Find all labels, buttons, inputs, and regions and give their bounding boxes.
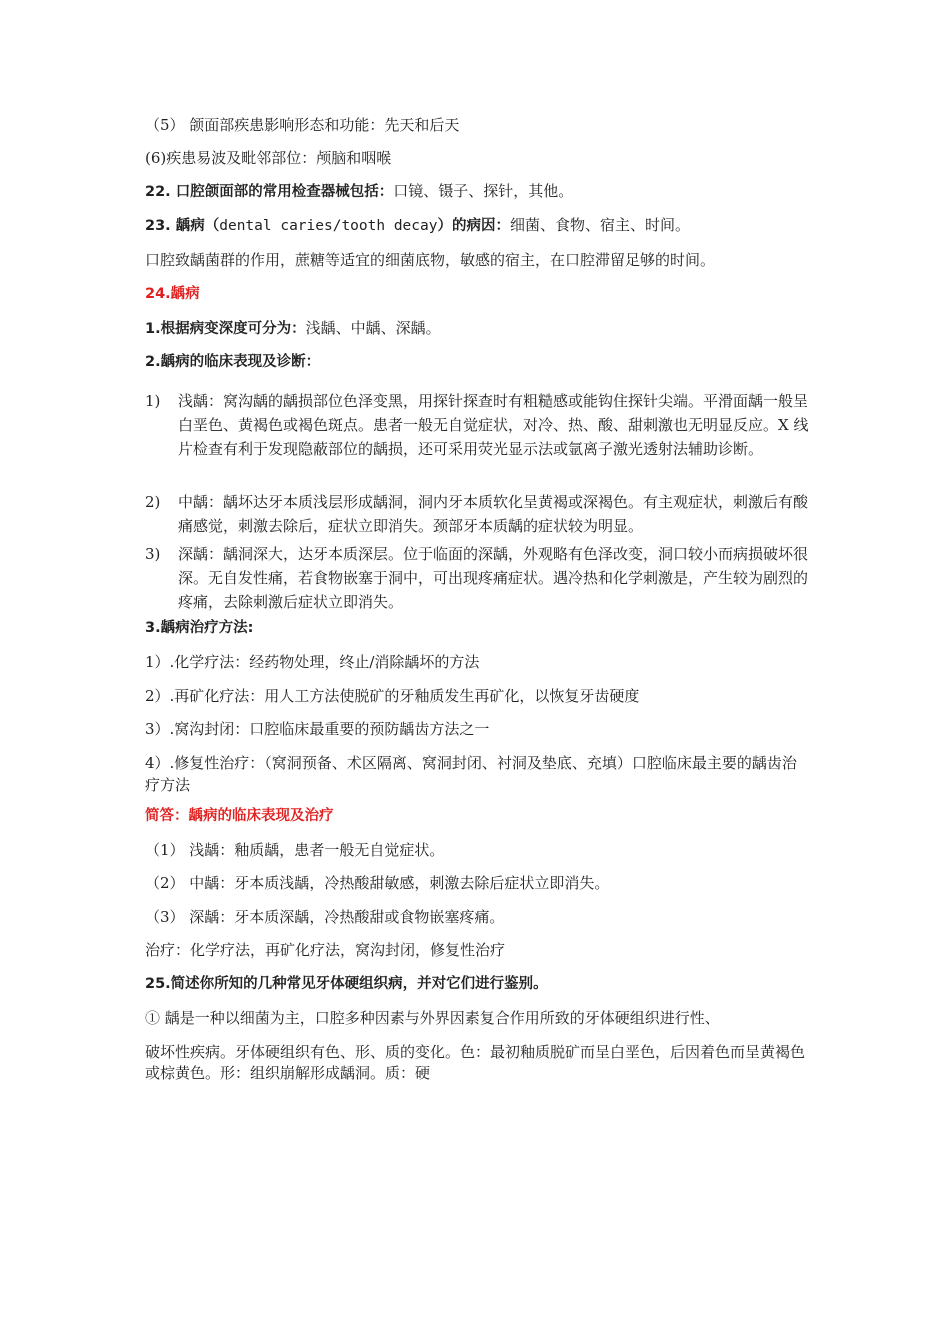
list-item-text: 浅龋：窝沟龋的龋损部位色泽变黑，用探针探查时有粗糙感或能钩住探针尖端。平滑面龋一般呈白垩色、黄褐色或褐色斑点。患者一般无自觉症状，对冷、热、酸、甜刺激也无明显反应。X 线片检查有利于发现隐蔽部位的龋损，还可采用荧光显示法或氩离子激光透射法辅助诊断。 <box>178 392 809 458</box>
question-25-line-2: 破坏性疾病。牙体硬组织有色、形、质的变化。色：最初釉质脱矿而呈白垩色，后因着色而呈黄褐色或棕黄色。形：组织崩解形成龋洞。质：硬 <box>145 1043 806 1082</box>
treatment-2: 2）.再矿化疗法：用人工方法使脱矿的牙釉质发生再矿化，以恢复牙齿硬度 <box>145 687 640 705</box>
treatment-4: 4）.修复性治疗：（窝洞预备、术区隔离、窝洞封闭、衬洞及垫底、充填）口腔临床最主要的龋齿治疗方法 <box>145 754 797 794</box>
question-23-answer: 细菌、食物、宿主、时间。 <box>509 216 690 234</box>
brief-item-1: （1） 浅龋：釉质龋，患者一般无自觉症状。 <box>145 841 445 859</box>
question-23-heading-english: dental caries/tooth decay <box>219 218 438 234</box>
question-22 <box>145 180 810 203</box>
subsection-3-heading: 3.龋病治疗方法: <box>145 620 254 636</box>
question-22-heading: 22. 口腔颌面部的常用检查器械包括： <box>145 184 394 200</box>
subsection-1 <box>145 317 810 340</box>
list-item-3 <box>145 542 810 618</box>
subsection-1-body: 浅龋、中龋、深龋。 <box>305 319 441 337</box>
treatment-1: 1）.化学疗法：经药物处理，终止/消除龋坏的方法 <box>145 653 480 671</box>
list-item-number: 2) <box>145 493 161 511</box>
question-23-detail: 口腔致龋菌群的作用，蔗糖等适宜的细菌底物，敏感的宿主，在口腔滞留足够的时间。 <box>145 251 716 269</box>
question-23 <box>145 214 810 237</box>
section-24-title: 24.龋病 <box>145 286 200 302</box>
list-item-1 <box>145 389 810 489</box>
list-item-number: 3) <box>145 545 161 563</box>
list-item-2 <box>145 490 810 540</box>
question-25-line-1: ① 龋是一种以细菌为主，口腔多种因素与外界因素复合作用所致的牙体硬组织进行性、 <box>145 1009 720 1027</box>
list-item-text: 中龋：龋坏达牙本质浅层形成龋洞，洞内牙本质软化呈黄褐或深褐色。有主观症状，刺激后有酸痛感觉，刺激去除后，症状立即消失。颈部牙本质龋的症状较为明显。 <box>178 493 809 535</box>
treatment-3: 3）.窝沟封闭：口腔临床最重要的预防龋齿方法之一 <box>145 720 490 738</box>
subsection-2-heading: 2.龋病的临床表现及诊断： <box>145 354 321 370</box>
brief-item-3: （3） 深龋：牙本质深龋，冷热酸甜或食物嵌塞疼痛。 <box>145 908 505 926</box>
list-line-5: （5） 颌面部疾患影响形态和功能：先天和后天 <box>145 116 460 134</box>
question-23-heading-a: 23. 龋病（ <box>145 218 220 234</box>
question-25-heading: 25.简述你所知的几种常见牙体硬组织病，并对它们进行鉴别。 <box>145 976 548 992</box>
list-line-6: (6)疾患易波及毗邻部位：颅脑和咽喉 <box>145 149 392 167</box>
brief-answer-title: 简答：龋病的临床表现及治疗 <box>145 808 334 824</box>
subsection-1-heading: 1.根据病变深度可分为： <box>145 321 306 337</box>
question-23-heading-b: ）的病因： <box>437 218 510 234</box>
treatment-summary: 治疗：化学疗法，再矿化疗法，窝沟封闭，修复性治疗 <box>145 941 506 959</box>
question-22-answer: 口镜、镊子、探针，其他。 <box>393 182 574 200</box>
brief-item-2: （2） 中龋：牙本质浅龋，冷热酸甜敏感，刺激去除后症状立即消失。 <box>145 874 610 892</box>
list-item-text: 深龋：龋洞深大，达牙本质深层。位于临面的深龋，外观略有色泽改变，洞口较小而病损破坏很深。无自发性痛，若食物嵌塞于洞中，可出现疼痛症状。遇冷热和化学刺激是，产生较为剧烈的疼痛，去除刺激后症状立即消失。 <box>178 545 809 611</box>
list-item-number: 1) <box>145 392 161 410</box>
